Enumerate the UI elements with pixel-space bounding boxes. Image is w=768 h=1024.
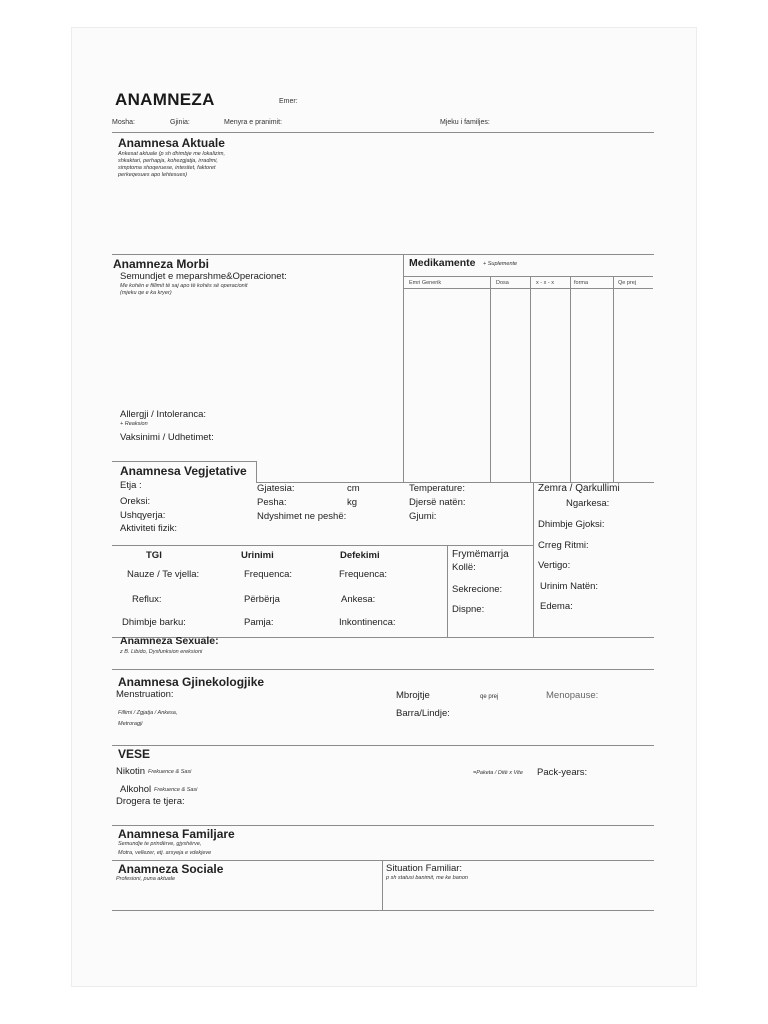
alkohol-note: Frekuence & Sasi (154, 787, 198, 793)
pamja-label: Pamja: (244, 617, 274, 628)
alkohol-label: Alkohol (120, 784, 152, 795)
suplemente-note: + Suplemente (483, 261, 518, 267)
gjatesia-label: Gjatesia: (257, 483, 295, 494)
reflux-label: Reflux: (132, 594, 162, 605)
menstruation-label: Menstruation: (116, 689, 174, 700)
medikamente-col-divider-1 (490, 276, 491, 482)
medikamente-header-bottom (403, 288, 653, 289)
sociale-divider (382, 860, 383, 910)
ngarkesa-label: Ngarkesa: (566, 498, 610, 509)
situation-familiar-note: p sh statusi banimit, me ke banon (386, 875, 468, 881)
vese-title: VESE (118, 747, 151, 761)
familjare-title: Anamnesa Familjare (118, 827, 235, 841)
dispne-label: Dispne: (452, 604, 485, 615)
dhimbje-gjoksi-label: Dhimbje Gjoksi: (538, 519, 605, 530)
urinimi-frequenca-label: Frequenca: (244, 569, 293, 580)
col-emri-generik: Emri Generik (409, 280, 442, 286)
perberja-label: Përbërja (244, 594, 280, 605)
medikamente-col-divider-3 (570, 276, 571, 482)
frymemarrja-title: Frymëmarrja (452, 549, 509, 560)
mbrojtje-label: Mbrojtje (396, 690, 430, 701)
familjare-note-1: Semundje te prindërve, gjyshërve, (118, 841, 202, 847)
col-forma: forma (574, 280, 589, 286)
sociale-note: Profesioni, puna aktuale (116, 876, 176, 882)
familjare-note-2: Motra, vellezer, etj. arsyeja e vdekjeve (118, 850, 212, 856)
vegjetative-tab-top (112, 461, 256, 462)
mosha-label: Mosha: (112, 119, 135, 126)
aktuale-divider (112, 254, 654, 255)
col-qe-prej: Qe prej (618, 280, 637, 286)
pesha-label: Pesha: (257, 497, 287, 508)
vegjetative-title: Anamnesa Vegjetative (120, 464, 247, 478)
nauze-label: Nauze / Te vjella: (127, 569, 200, 580)
ndyshimet-peshe-label: Ndyshimet ne peshë: (257, 511, 347, 522)
urinim-naten-label: Urinim Natën: (540, 581, 599, 592)
zemra-left-border (533, 482, 534, 637)
dhimbje-barku-label: Dhimbje barku: (122, 617, 186, 628)
oreksi-label: Oreksi: (120, 496, 151, 507)
crreg-ritmi-label: Crreg Ritmi: (538, 540, 589, 551)
situation-familiar-label: Situation Familiar: (386, 863, 463, 874)
barra-lindje-label: Barra/Lindje: (396, 708, 450, 719)
sexuale-title: Anamneza Sexuale: (120, 635, 219, 647)
col-xxx: x - x - x (536, 280, 555, 286)
ankesa-label: Ankesa: (341, 594, 376, 605)
sekrecione-label: Sekrecione: (452, 584, 503, 595)
inkontinenca-label: Inkontinenca: (339, 617, 396, 628)
temperature-label: Temperature: (409, 483, 465, 494)
edema-label: Edema: (540, 601, 573, 612)
vaksinimi-label: Vaksinimi / Udhetimet: (120, 432, 214, 443)
menstruation-note-2: Metroragji (118, 721, 143, 727)
cm-unit: cm (347, 483, 360, 494)
qe-prej-label: qe prej (480, 694, 499, 700)
gjinekologjike-top-divider (112, 669, 654, 670)
allergji-label: Allergji / Intoleranca: (120, 409, 207, 420)
etja-label: Etja : (120, 480, 142, 491)
gjumi-label: Gjumi: (409, 511, 437, 522)
morbi-title: Anamneza Morbi (113, 257, 210, 271)
gjinia-label: Gjinia: (170, 119, 190, 126)
medikamente-col-divider-2 (530, 276, 531, 482)
nikotin-note: Frekuence & Sasi (148, 769, 192, 775)
medikamente-header-top (403, 276, 653, 277)
urinimi-title: Urinimi (241, 550, 274, 561)
aktuale-note: Ankesat aktuale (p sh dhimbje me lokalizim, shkaktari, perhapja, kohezgjatja, irradimi, simptoma shoqeruese, intesitet, faktoret perkeqesues apo lehtesues) (118, 151, 225, 178)
vegjetative-tab-right (256, 461, 257, 482)
tgi-title: TGI (146, 550, 162, 561)
aktuale-title: Anamnesa Aktuale (118, 136, 225, 150)
menopause-label: Menopause: (546, 690, 599, 701)
sociale-title: Anamneza Sociale (118, 862, 224, 876)
reaksion-note: + Reaksion (120, 421, 148, 427)
kg-unit: kg (347, 497, 358, 508)
frymemarrja-left-border (447, 545, 448, 637)
pack-years-label: Pack-years: (537, 767, 588, 778)
drogera-label: Drogera te tjera: (116, 796, 185, 807)
defekimi-title: Defekimi (340, 550, 380, 561)
morbi-subtitle: Semundjet e meparshme&Operacionet: (120, 271, 287, 282)
familjare-top-divider (112, 825, 654, 826)
col-dosa: Dosa (496, 280, 509, 286)
gjinekologjike-title: Anamnesa Gjinekologjike (118, 675, 265, 689)
ushqyerja-label: Ushqyerja: (120, 510, 166, 521)
kolle-label: Kollë: (452, 562, 476, 573)
emer-label: Emer: (279, 98, 298, 105)
menstruation-note-1: Fillimi / Zgjatja / Ankesa, (118, 710, 178, 716)
tgi-top-divider (112, 545, 533, 546)
header-divider (112, 132, 654, 133)
vertigo-label: Vertigo: (538, 560, 571, 571)
zemra-title: Zemra / Qarkullimi (538, 483, 620, 494)
medikamente-title: Medikamente (409, 257, 476, 269)
sociale-top-divider (112, 860, 654, 861)
morbi-note: Me kohën e fillimit të saj apo të kohës së operacionit (mjeku qe e ka kryer) (120, 283, 248, 296)
aktiviteti-fizik-label: Aktiviteti fizik: (120, 523, 178, 534)
sexuale-note: z B. Libido, Dysfunksion ereksioni (120, 649, 203, 655)
form-bottom-divider (112, 910, 654, 911)
djerse-naten-label: Djersë natën: (409, 497, 466, 508)
page-title: ANAMNEZA (115, 90, 215, 109)
defekimi-frequenca-label: Frequenca: (339, 569, 388, 580)
medikamente-col-divider-4 (613, 276, 614, 482)
paketa-note: =Paketa / Ditë x Vite (473, 770, 523, 776)
menyra-pranimit-label: Menyra e pranimit: (224, 119, 282, 126)
nikotin-label: Nikotin (116, 766, 146, 777)
vese-top-divider (112, 745, 654, 746)
mjeku-familjes-label: Mjeku i familjes: (440, 119, 490, 126)
